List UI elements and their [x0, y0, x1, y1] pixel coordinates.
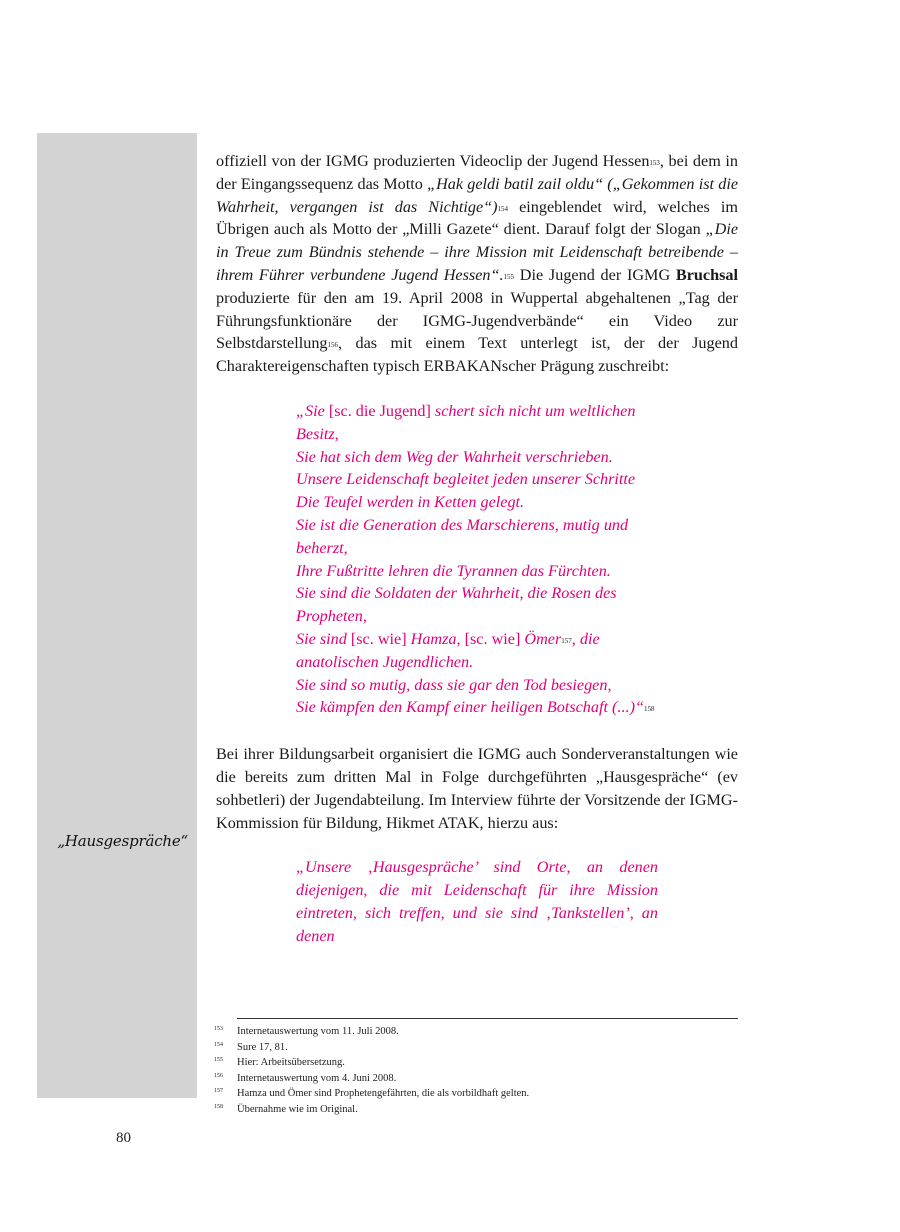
text-run: , bei dem in der Eingangssequenz das Motto — [216, 152, 738, 193]
quote-block-1 — [296, 400, 658, 719]
footnotes — [214, 1024, 754, 1118]
italic-run: Ihre Fußtritte lehren die Tyrannen das Fürchten. — [296, 561, 611, 580]
text-run: offiziell von der IGMG produzierten Videoclip der Jugend Hessen — [216, 152, 650, 170]
margin-note: „Hausgespräche“ — [57, 832, 188, 850]
footnote-text: Hier: Arbeitsübersetzung. — [237, 1057, 345, 1069]
footnote-number: 155 — [214, 1057, 223, 1064]
quote-line — [296, 628, 658, 674]
italic-run: Hamza, — [410, 629, 465, 648]
footnote-item — [214, 1102, 754, 1118]
footnote-item — [214, 1071, 754, 1087]
footnote-text: Sure 17, 81. — [237, 1041, 288, 1053]
quote-line — [296, 446, 658, 469]
footnote-item — [214, 1086, 754, 1102]
footnote-ref: 157 — [561, 636, 572, 645]
italic-run: „Sie — [296, 401, 329, 420]
footnote-divider — [237, 1018, 738, 1019]
italic-run: „Die in Treue zum Bündnis stehende – ihre Mission mit Leidenschaft betreibende – ihrem Führer verbundene Jugend Hessen“. — [216, 220, 738, 284]
footnote-item — [214, 1024, 754, 1040]
italic-run: „Hak geldi batil zail oldu“ („Gekommen ist die Wahrheit, vergangen ist das Nichtige“) — [216, 174, 739, 216]
footnote-ref: 154 — [497, 204, 509, 213]
italic-run: Unsere Leidenschaft begleitet jeden unserer Schritte — [296, 470, 636, 489]
footnote-item — [214, 1040, 754, 1056]
italic-run: schert sich nicht um weltlichen Besitz, — [296, 401, 636, 443]
quote-line — [296, 468, 658, 491]
text-run: [sc. die Jugend] — [328, 401, 435, 420]
bold-run: Bruchsal — [675, 265, 738, 284]
footnote-number: 154 — [214, 1041, 223, 1048]
footnote-number: 158 — [214, 1103, 223, 1110]
quote-line — [296, 560, 658, 583]
footnote-number: 157 — [214, 1088, 223, 1095]
main-text — [216, 150, 738, 948]
text-run: produzierte für den am 19. April 2008 in Wuppertal abgehaltenen „Tag der Führungsfunktionäre der IGMG-Jugendverbände“ ein Video zur Selbstdarstellung — [216, 288, 738, 353]
italic-run: Sie hat sich dem Weg der Wahrheit verschrieben. — [296, 447, 613, 466]
footnote-text: Übernahme wie im Original. — [237, 1103, 358, 1115]
quote-line — [296, 674, 658, 697]
italic-run: Sie kämpfen den Kampf einer heiligen Botschaft (...)“ — [296, 698, 644, 717]
footnote-item — [214, 1055, 754, 1071]
italic-run: Sie sind die Soldaten der Wahrheit, die Rosen des Propheten, — [296, 584, 617, 626]
quote-line — [296, 491, 658, 514]
quote-line — [296, 582, 658, 628]
italic-run: Sie sind — [296, 629, 351, 648]
footnote-text: Internetauswertung vom 4. Juni 2008. — [237, 1072, 397, 1084]
footnote-ref: 153 — [649, 159, 660, 167]
text-run: [sc. wie] — [464, 629, 525, 648]
italic-run: Die Teufel werden in Ketten gelegt. — [296, 493, 525, 512]
footnote-ref: 156 — [327, 341, 339, 350]
footnote-text: Hamza und Ömer sind Prophetengefährten, die als vorbildhaft gelten. — [237, 1088, 530, 1100]
text-run: eingeblendet wird, welches im Übrigen auch als Motto der „Milli Gazete“ dient. Darauf folgt der Slogan — [216, 197, 738, 239]
footnote-ref: 158 — [643, 705, 655, 714]
page-number: 80 — [116, 1130, 131, 1146]
footnote-number: 153 — [214, 1026, 223, 1032]
footnote-text: Internetauswertung vom 11. Juli 2008. — [237, 1026, 399, 1037]
italic-run: Sie ist die Generation des Marschierens, mutig und beherzt, — [296, 515, 629, 557]
paragraph-1 — [216, 150, 738, 378]
quote-line — [296, 696, 658, 719]
text-run: Die Jugend der IGMG — [514, 265, 676, 284]
text-run: , das mit einem Text unterlegt ist, der der Jugend Charaktereigenschaften typisch ERBAKANscher Prägung zuschreibt: — [216, 334, 738, 376]
margin-sidebar — [37, 133, 197, 1098]
italic-run: Sie sind so mutig, dass sie gar den Tod besiegen, — [296, 675, 612, 694]
text-run: [sc. wie] — [350, 629, 411, 648]
quote-line — [296, 514, 658, 560]
paragraph-2: Bei ihrer Bildungsarbeit organisiert die IGMG auch Sonderveranstaltungen wie die bereits zum dritten Mal in Folge durchgeführten „Hausgespräche“ (ev sohbetleri) der Jugendabteilung. Im Interview führte der Vorsitzende der IGMG-Kommission für Bildung, Hikmet ATAK, hierzu aus: — [216, 745, 738, 832]
footnote-number: 156 — [214, 1072, 223, 1079]
footnote-ref: 155 — [503, 272, 515, 281]
italic-run: Ömer — [524, 629, 562, 648]
italic-run: , die anatolischen Jugendlichen. — [296, 629, 600, 671]
quote-block-2: „Unsere ‚Hausgespräche’ sind Orte, an denen diejenigen, die mit Leidenschaft für ihre Mission eintreten, sich treffen, und sie sind ‚Tankstellen’, an denen — [296, 858, 658, 945]
quote-line — [296, 400, 658, 446]
